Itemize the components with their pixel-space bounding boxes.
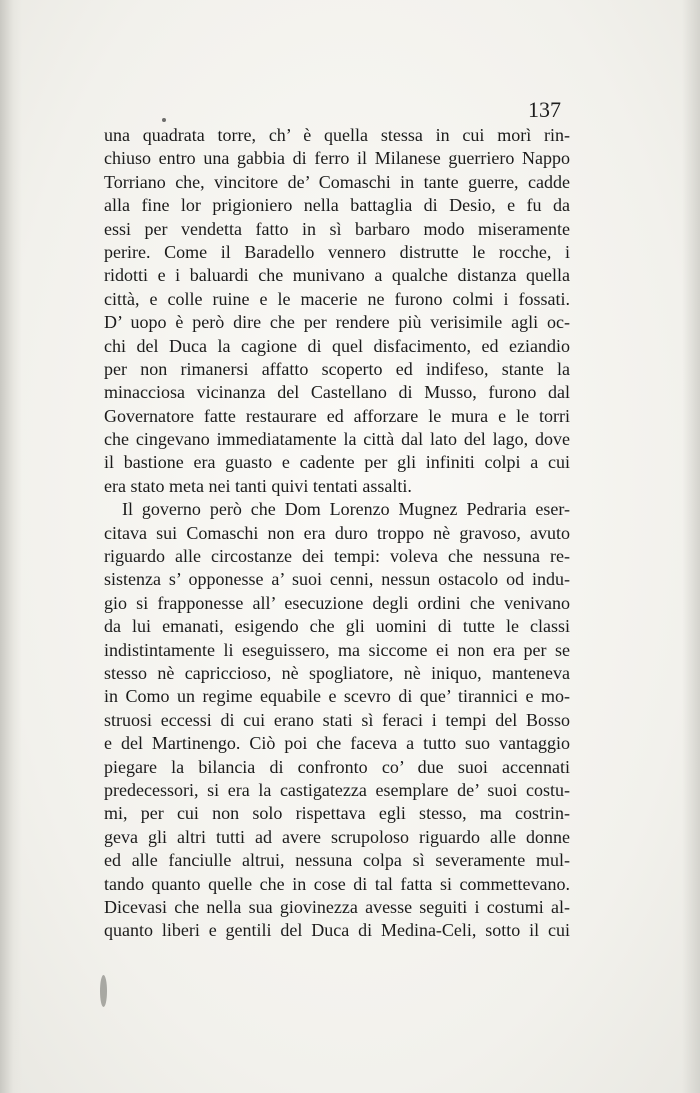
text-line: Torriano che, vincitore de’ Comaschi in tante guerre, cadde bbox=[104, 171, 570, 192]
text-line: struosi eccessi di cui erano stati sì feraci i tempi del Bosso bbox=[104, 709, 570, 730]
text-line: gio si frapponesse all’ esecuzione degli ordini che venivano bbox=[104, 592, 570, 613]
text-line: che cingevano immediatamente la città dal lato del lago, dove bbox=[104, 429, 570, 450]
text-line: per non rimanersi affatto scoperto ed indifeso, stante la bbox=[104, 358, 570, 379]
text-line: e del Martinengo. Ciò poi che faceva a tutto suo vantaggio bbox=[104, 733, 570, 754]
text-line: minacciosa vicinanza del Castellano di Musso, furono dal bbox=[104, 382, 570, 403]
text-line: in Como un regime equabile e scevro di que’ tirannici e mo- bbox=[104, 686, 570, 707]
text-line: essi per vendetta fatto in sì barbaro modo miseramente bbox=[104, 218, 570, 239]
text-line: piegare la bilancia di confronto co’ due suoi accennati bbox=[104, 756, 570, 777]
text-line: stesso nè capriccioso, nè spogliatore, nè iniquo, manteneva bbox=[104, 662, 570, 683]
body-text bbox=[104, 124, 570, 943]
paragraph-end-line: era stato meta nei tanti quivi tentati assalti. bbox=[104, 475, 412, 496]
text-line: una quadrata torre, ch’ è quella stessa in cui morì rin- bbox=[104, 125, 570, 145]
text-line: D’ uopo è però dire che per rendere più verisimile agli oc- bbox=[104, 312, 570, 333]
ink-blot bbox=[100, 975, 107, 1007]
text-line: tando quanto quelle che in cose di tal fatta si commettevano. bbox=[104, 873, 570, 894]
text-line: mi, per cui non solo rispettava egli stesso, ma costrin- bbox=[104, 803, 570, 824]
page-left-shadow bbox=[0, 0, 22, 1093]
text-line: ed alle fanciulle altrui, nessuna colpa sì severamente mul- bbox=[104, 850, 570, 871]
text-line: Dicevasi che nella sua giovinezza avesse seguiti i costumi al- bbox=[104, 896, 570, 917]
text-line: geva gli altri tutti ad avere scrupoloso riguardo alle donne bbox=[104, 826, 570, 847]
text-line: alla fine lor prigioniero nella battaglia di Desio, e fu da bbox=[104, 195, 570, 216]
text-line: quanto liberi e gentili del Duca di Medina-Celi, sotto il cui bbox=[104, 920, 570, 941]
text-line: Governatore fatte restaurare ed afforzare le mura e le torri bbox=[104, 405, 570, 426]
page-number: 137 bbox=[528, 97, 561, 122]
text-line: predecessori, si era la castigatezza esemplare de’ suoi costu- bbox=[104, 779, 570, 800]
text-line: citava sui Comaschi non era duro troppo nè gravoso, avuto bbox=[104, 522, 570, 543]
text-line: il bastione era guasto e cadente per gli infiniti colpi a cui bbox=[104, 452, 570, 473]
text-line: ridotti e i baluardi che munivano a qualche distanza quella bbox=[104, 265, 570, 286]
ink-speck bbox=[162, 118, 166, 122]
text-line: perire. Come il Baradello vennero distrutte le rocche, i bbox=[104, 241, 570, 262]
text-line: sistenza s’ opponesse a’ suoi cenni, nessun ostacolo od indu- bbox=[104, 569, 570, 590]
text-line: città, e colle ruine e le macerie ne furono colmi i fossati. bbox=[104, 288, 570, 309]
text-line: riguardo alle circostanze dei tempi: voleva che nessuna re- bbox=[104, 546, 570, 567]
text-line: da lui emanati, esigendo che gli uomini di tutte le classi bbox=[104, 616, 570, 637]
text-line: indistintamente li eseguissero, ma siccome ei non era per se bbox=[104, 639, 570, 660]
text-line: chi del Duca la cagione di quel disfacimento, ed eziandio bbox=[104, 335, 570, 356]
text-line: chiuso entro una gabbia di ferro il Milanese guerriero Nappo bbox=[104, 148, 570, 169]
page-right-shadow bbox=[682, 0, 700, 1093]
paragraph-start-line: Il governo però che Dom Lorenzo Mugnez Pedraria eser- bbox=[122, 499, 570, 520]
